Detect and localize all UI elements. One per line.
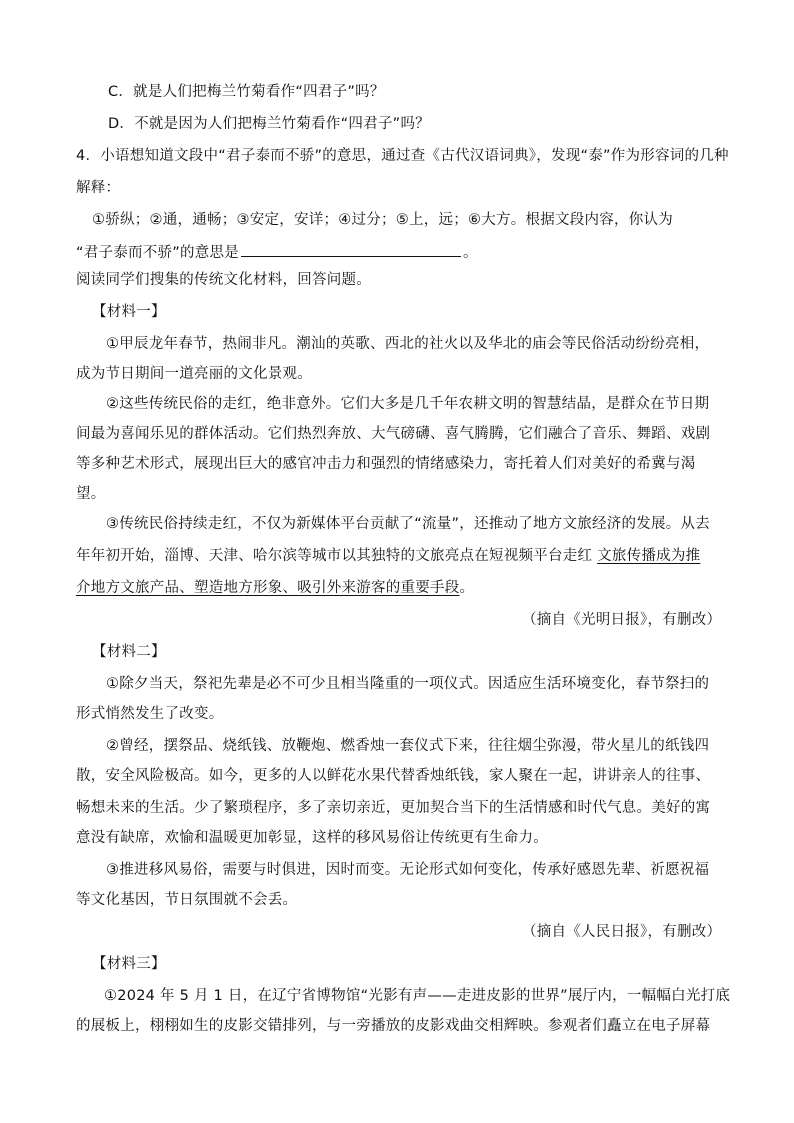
material-2-p2-line4: 意没有缺席，欢愉和温暖更加彰显，这样的移风易俗让传统更有生命力。 — [76, 830, 548, 846]
material-1-source: （摘自《光明日报》，有删改） — [522, 612, 722, 628]
question-4-end: 。 — [463, 245, 478, 261]
material-2-p3-line1: ③推进移风易俗，需要与时俱进，因时而变。无论形式如何变化，传承好感恩先辈、祈愿祝福 — [106, 862, 710, 878]
question-4-line4 — [76, 242, 478, 263]
material-2-p2-line2: 散，安全风险极高。如今，更多的人以鲜花水果代替香烛纸钱，家人聚在一起，讲讲亲人的往事、 — [76, 768, 711, 784]
material-1-p3-line2-text: 年年初开始，淄博、天津、哈尔滨等城市以其独特的文旅亮点在短视频平台走红 — [76, 548, 593, 564]
material-2-title: 【材料二】 — [92, 644, 166, 660]
material-2-source: （摘自《人民日报》，有删改） — [522, 924, 722, 940]
underlined-sentence-part1: 文旅传播成为推 — [597, 548, 701, 564]
material-1-p1-line1: ①甲辰龙年春节，热闹非凡。潮汕的英歌、西北的社火以及华北的庙会等民俗活动纷纷亮相， — [106, 336, 710, 352]
material-2-p1-line2: 形式悄然发生了改变。 — [76, 706, 224, 722]
material-1-p3-line3 — [76, 578, 474, 598]
question-4-line1: 4．小语想知道文段中“君子泰而不骄”的意思，通过查《古代汉语词典》，发现“泰”作为形容词的几种 — [76, 148, 729, 164]
material-2-p3-line2: 等文化基因，节日氛围就不会丢。 — [76, 892, 298, 908]
material-1-p3-end: 。 — [459, 580, 475, 596]
material-1-p2-line2: 间最为喜闻乐见的群体活动。它们热烈奔放、大气磅礴、喜气腾腾，它们融合了音乐、舞蹈、戏剧 — [76, 426, 711, 442]
material-3-title: 【材料三】 — [92, 956, 166, 972]
material-2-p2-line3: 畅想未来的生活。少了繁琐程序，多了亲切亲近，更加契合当下的生活情感和时代气息。美好的寓 — [76, 800, 711, 816]
option-d: D．不就是因为人们把梅兰竹菊看作“四君子”吗？ — [108, 116, 430, 132]
question-4-line3: ①骄纵；②通，通畅；③安定，安详；④过分；⑤上，远；⑥大方。根据文段内容，你认为 — [92, 212, 673, 228]
answer-blank[interactable] — [241, 242, 461, 257]
material-1-p3-line1: ③传统民俗持续走红，不仅为新媒体平台贡献了“流量”，还推动了地方文旅经济的发展。从去 — [106, 516, 711, 532]
material-2-p2-line1: ②曾经，摆祭品、烧纸钱、放鞭炮、燃香烛一套仪式下来，往往烟尘弥漫，带火星儿的纸钱四 — [106, 738, 710, 754]
material-1-p2-line1: ②这些传统民俗的走红，绝非意外。它们大多是几千年农耕文明的智慧结晶，是群众在节日期 — [106, 396, 710, 412]
question-4-prompt: “君子泰而不骄”的意思是 — [76, 245, 240, 261]
underlined-sentence-part2: 介地方文旅产品、塑造地方形象、吸引外来游客的重要手段 — [76, 580, 460, 596]
material-2-p1-line1: ①除夕当天，祭祀先辈是必不可少且相当隆重的一项仪式。因适应生活环境变化，春节祭扫的 — [106, 676, 710, 692]
material-3-p1-line1: ①2024 年 5 月 1 日，在辽宁省博物馆“光影有声——走进皮影的世界”展厅内，一幅幅白光打底 — [104, 988, 731, 1004]
material-1-p2-line4: 望。 — [76, 486, 106, 502]
material-1-title: 【材料一】 — [92, 304, 166, 320]
question-4-line2: 解释： — [76, 180, 121, 196]
option-c: C．就是人们把梅兰竹菊看作“四君子”吗？ — [108, 84, 385, 100]
material-3-p1-line2: 的展板上，栩栩如生的皮影交错排列，与一旁播放的皮影戏曲交相辉映。参观者们矗立在电子屏幕 — [76, 1018, 711, 1034]
material-1-p3-line2 — [76, 546, 700, 566]
material-1-p2-line3: 等多种艺术形式，展现出巨大的感官冲击力和强烈的情绪感染力，寄托着人们对美好的希冀与渴 — [76, 456, 696, 472]
reading-intro: 阅读同学们搜集的传统文化材料，回答问题。 — [76, 272, 371, 288]
material-1-p1-line2: 成为节日期间一道亮丽的文化景观。 — [76, 366, 312, 382]
